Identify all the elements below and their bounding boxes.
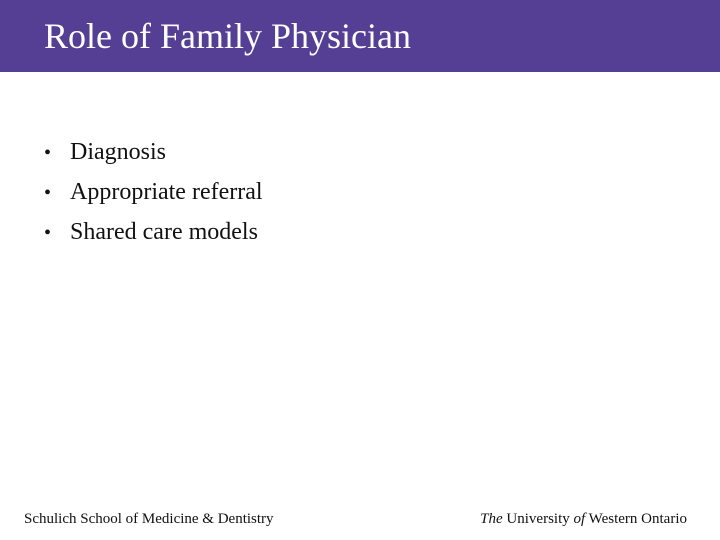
footer-university-the: The: [480, 511, 503, 527]
bullet-point-icon: •: [44, 182, 52, 204]
bullet-text: Shared care models: [70, 219, 258, 245]
footer-university-middle: University: [502, 511, 574, 527]
bullet-list: [44, 133, 263, 253]
bullet-point-icon: •: [44, 142, 52, 164]
footer-university-of: of: [573, 511, 586, 527]
bullet-item: [44, 213, 263, 253]
footer-university-end: Western Ontario: [585, 511, 687, 527]
footer-university-name: [480, 509, 687, 529]
bullet-item: [44, 173, 263, 213]
bullet-point-icon: •: [44, 222, 52, 244]
slide-title: Role of Family Physician: [44, 16, 411, 56]
title-bar: [0, 0, 720, 72]
bullet-item: [44, 133, 263, 173]
bullet-text: Diagnosis: [70, 139, 166, 165]
bullet-text: Appropriate referral: [70, 179, 263, 205]
footer-school-name: Schulich School of Medicine & Dentistry: [24, 511, 274, 527]
